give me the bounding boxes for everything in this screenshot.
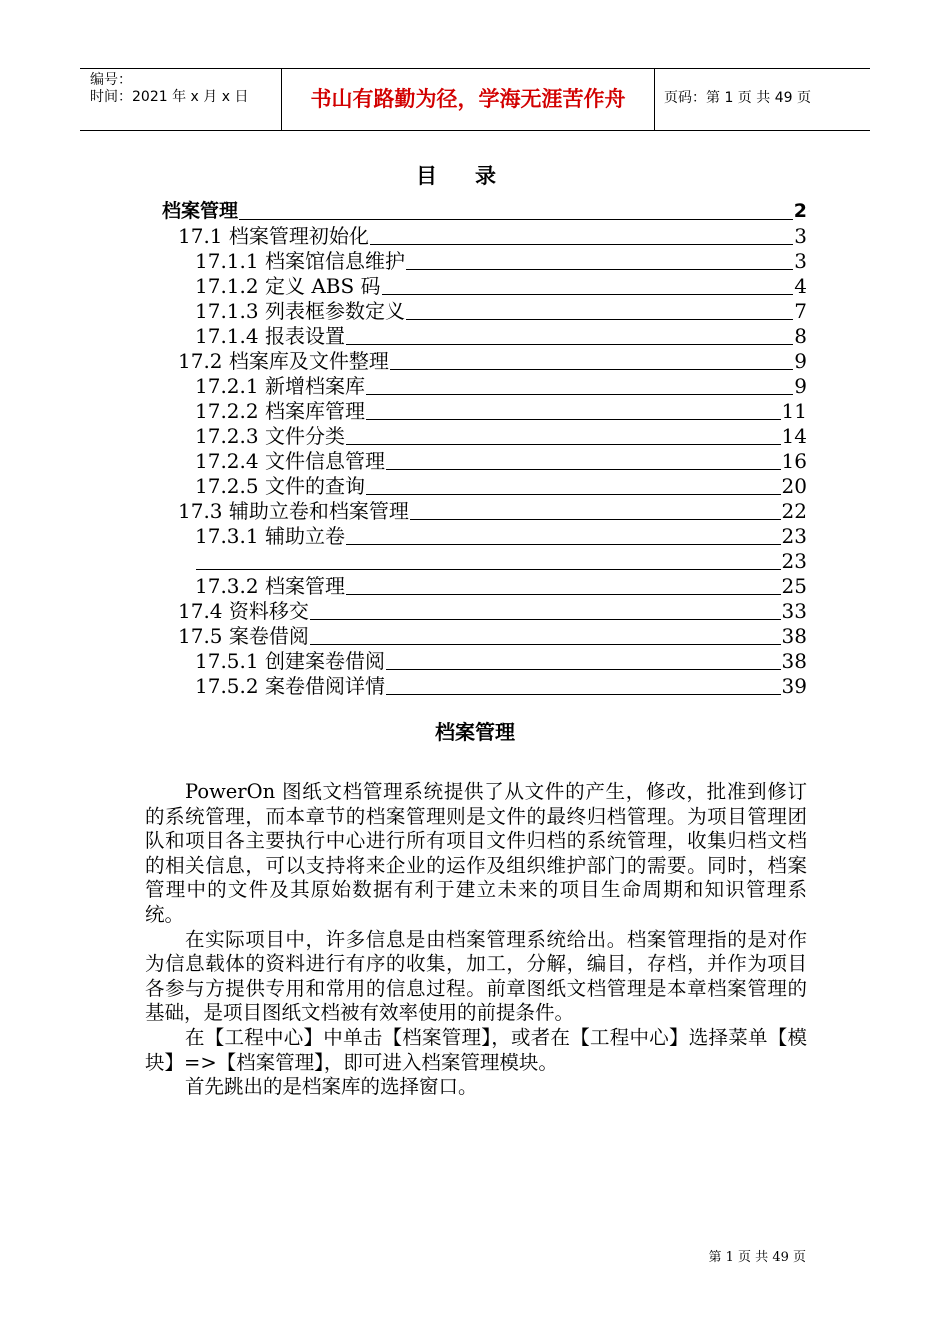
toc-entry[interactable] — [195, 473, 807, 498]
toc-entry-page: 25 — [781, 574, 807, 598]
section-title: 档案管理 — [435, 720, 515, 744]
toc-entry[interactable] — [178, 223, 807, 248]
toc-leader — [390, 369, 793, 370]
toc-entry-page: 3 — [794, 249, 807, 273]
toc-entry[interactable] — [195, 573, 807, 598]
toc-entry-label: 17.5.2 案卷借阅详情 — [195, 674, 385, 698]
toc-entry-label: 17.1.4 报表设置 — [195, 324, 345, 348]
toc-entry-label: 17.4 资料移交 — [178, 599, 309, 623]
toc-entry-label: 17.2.3 文件分类 — [195, 424, 345, 448]
toc-entry-label: 档案管理 — [162, 200, 239, 222]
toc-entry[interactable] — [195, 273, 807, 298]
toc-entry-label: 17.3.2 档案管理 — [195, 574, 345, 598]
toc-entry-page: 11 — [781, 399, 807, 423]
toc-entry[interactable] — [178, 598, 807, 623]
body-text — [145, 780, 807, 1100]
toc-entry-label: 17.2.5 文件的查询 — [195, 474, 365, 498]
toc-entry-label: 17.1.2 定义 ABS 码 — [195, 274, 381, 298]
toc-entry-label: 17.2.4 文件信息管理 — [195, 449, 385, 473]
toc-leader — [196, 569, 781, 570]
toc-entry[interactable] — [195, 648, 807, 673]
toc-entry-page: 38 — [781, 624, 807, 648]
toc-entry[interactable] — [195, 673, 807, 698]
toc-leader — [386, 669, 781, 670]
toc-entry[interactable] — [195, 298, 807, 323]
toc-entry[interactable] — [195, 423, 807, 448]
toc-title: 目录 — [416, 164, 534, 188]
toc-entry[interactable] — [178, 348, 807, 373]
toc-leader — [346, 544, 781, 545]
toc-entry-page: 14 — [781, 424, 807, 448]
toc-entry-page: 9 — [794, 349, 807, 373]
header-page-label: 页码：第 1 页 共 49 页 — [664, 90, 811, 106]
toc-entry-page: 22 — [781, 499, 807, 523]
toc-leader — [346, 344, 793, 345]
toc-entry-label: 17.1 档案管理初始化 — [178, 224, 369, 248]
toc-entry[interactable] — [178, 498, 807, 523]
number-label: 编号： — [90, 72, 132, 88]
toc-leader — [346, 594, 781, 595]
toc-entry[interactable] — [195, 248, 807, 273]
toc-entry-page: 23 — [781, 549, 807, 573]
toc-entry-label: 17.2.2 档案库管理 — [195, 399, 365, 423]
toc-entry[interactable] — [195, 323, 807, 348]
toc-entry-label: 17.5.1 创建案卷借阅 — [195, 649, 385, 673]
toc-entry-page: 7 — [794, 299, 807, 323]
toc-entry-page: 4 — [794, 274, 807, 298]
paragraph: 首先跳出的是档案库的选择窗口。 — [185, 1075, 478, 1099]
header-slogan-cell — [281, 69, 655, 130]
toc-leader — [386, 469, 781, 470]
toc-leader — [366, 494, 781, 495]
toc-entry-label: 17.2 档案库及文件整理 — [178, 349, 389, 373]
toc-entry-label: 17.2.1 新增档案库 — [195, 374, 365, 398]
slogan: 书山有路勤为径，学海无涯苦作舟 — [310, 87, 626, 111]
toc-entry-label: 17.1.1 档案馆信息维护 — [195, 249, 405, 273]
header-page-cell — [654, 69, 870, 130]
toc-entry[interactable] — [195, 448, 807, 473]
toc-leader — [239, 219, 793, 220]
toc-leader — [406, 319, 793, 320]
toc-entry[interactable] — [195, 548, 807, 573]
toc-leader — [410, 519, 781, 520]
toc-entry[interactable] — [178, 623, 807, 648]
toc-entry-page: 23 — [781, 524, 807, 548]
toc-leader — [386, 694, 781, 695]
toc-entry-page: 2 — [793, 200, 807, 222]
toc-entry-page: 16 — [781, 449, 807, 473]
toc-entry-page: 9 — [794, 374, 807, 398]
toc-entry-page: 20 — [781, 474, 807, 498]
toc-entry-label: 17.3.1 辅助立卷 — [195, 524, 345, 548]
toc-leader — [346, 444, 781, 445]
toc-leader — [366, 419, 781, 420]
footer-page-label: 第 1 页 共 49 页 — [708, 1250, 806, 1265]
toc-leader — [382, 294, 794, 295]
toc-entry-label: 17.5 案卷借阅 — [178, 624, 309, 648]
toc-entry-page: 3 — [794, 224, 807, 248]
toc-entry[interactable] — [195, 373, 807, 398]
toc-leader — [310, 644, 781, 645]
page-header — [80, 68, 870, 131]
paragraph: 在实际项目中，许多信息是由档案管理系统给出。档案管理指的是对作为信息载体的资料进行有序的收集，加工，分解，编目，存档，并作为项目各参与方提供专用和常用的信息过程。前章图纸文档管理是本章档案管理的基础，是项目图纸文档被有效率使用的前提条件。 — [145, 927, 807, 1025]
toc-entry-page: 8 — [794, 324, 807, 348]
header-info-cell — [80, 69, 280, 130]
toc-entry-label: 17.1.3 列表框参数定义 — [195, 299, 405, 323]
paragraph: 在【工程中心】中单击【档案管理】，或者在【工程中心】选择菜单【模块】=>【档案管理】，即可进入档案管理模块。 — [145, 1025, 807, 1074]
time-label: 时间：2021 年 x 月 x 日 — [90, 89, 249, 105]
toc-entry[interactable] — [195, 398, 807, 423]
toc-leader — [366, 394, 793, 395]
toc-entry[interactable] — [162, 198, 807, 223]
toc-leader — [370, 244, 793, 245]
toc-entry-label: 17.3 辅助立卷和档案管理 — [178, 499, 409, 523]
toc-entry-page: 33 — [781, 599, 807, 623]
toc-leader — [406, 269, 793, 270]
toc-entry[interactable] — [195, 523, 807, 548]
toc-entry-page: 39 — [781, 674, 807, 698]
toc-entry-page: 38 — [781, 649, 807, 673]
paragraph: PowerOn 图纸文档管理系统提供了从文件的产生，修改，批准到修订的系统管理，而本章节的档案管理则是文件的最终归档管理。为项目管理团队和项目各主要执行中心进行所有项目文件归档的系统管理，收集归档文档的相关信息，可以支持将来企业的运作及组织维护部门的需要。同时，档案管理中的文件及其原始数据有利于建立未来的项目生命周期和知识管理系统。 — [145, 780, 807, 926]
toc-leader — [310, 619, 781, 620]
